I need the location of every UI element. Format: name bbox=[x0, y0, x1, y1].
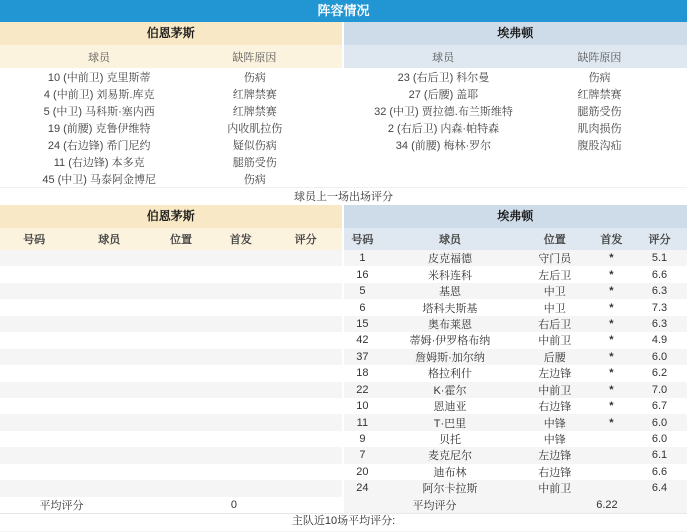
starter-asterisk: * bbox=[609, 252, 614, 265]
absence-reason: 腹股沟疝 bbox=[577, 139, 622, 152]
player-number: 15 bbox=[356, 317, 369, 330]
player-name: 蒂姆·伊罗格布纳 bbox=[409, 335, 491, 348]
absence-reason: 红牌禁赛 bbox=[232, 105, 277, 118]
player-number: 10 bbox=[356, 400, 369, 413]
player-position: 中锋 bbox=[543, 434, 566, 447]
absence-reason: 腿筋受伤 bbox=[232, 156, 277, 169]
player-number: 6 bbox=[359, 301, 366, 314]
starter-asterisk: * bbox=[609, 383, 614, 396]
player-name: 奥布莱恩 bbox=[427, 318, 472, 331]
absence-player: 5 (中卫) 马科斯·塞内西 bbox=[43, 105, 155, 118]
starter-asterisk: * bbox=[609, 400, 614, 413]
absence-player: 10 (中前卫) 克里斯蒂 bbox=[47, 71, 151, 84]
player-position: 中锋 bbox=[543, 417, 566, 430]
absence-player: 27 (后腰) 盖耶 bbox=[408, 88, 479, 101]
player-number: 16 bbox=[356, 268, 369, 281]
player-name: 贝托 bbox=[438, 434, 461, 447]
player-rating: 6.0 bbox=[651, 433, 668, 446]
ratings-right-col-player: 球员 bbox=[438, 234, 461, 246]
player-number: 22 bbox=[356, 383, 369, 396]
ratings-right-col-position: 位置 bbox=[543, 234, 566, 246]
absence-right-rows bbox=[344, 68, 687, 187]
player-rating: 6.0 bbox=[651, 416, 668, 429]
ratings-empty-row bbox=[0, 266, 342, 282]
player-position: 后腰 bbox=[543, 351, 566, 364]
player-name: 皮克福德 bbox=[427, 253, 472, 266]
player-position: 守门员 bbox=[538, 253, 572, 266]
player-rating: 6.2 bbox=[651, 367, 668, 380]
average-row bbox=[0, 497, 687, 513]
player-rating: 6.1 bbox=[651, 449, 668, 462]
starter-asterisk: * bbox=[609, 334, 614, 347]
player-name: 阿尔卡拉斯 bbox=[422, 483, 478, 496]
ratings-right-team-name: 埃弗顿 bbox=[344, 205, 687, 228]
player-name: 恩迪亚 bbox=[433, 401, 467, 414]
starter-asterisk: * bbox=[609, 317, 614, 330]
absence-player: 23 (右后卫) 科尔曼 bbox=[397, 71, 490, 84]
ratings-row bbox=[344, 299, 687, 315]
ratings-row bbox=[344, 365, 687, 381]
player-rating: 6.6 bbox=[651, 465, 668, 478]
absence-row bbox=[0, 68, 342, 85]
absence-reason: 伤病 bbox=[243, 173, 266, 186]
absence-reason: 伤病 bbox=[588, 71, 611, 84]
ratings-left-col-player: 球员 bbox=[98, 234, 121, 246]
player-rating: 7.0 bbox=[651, 383, 668, 396]
ratings-empty-row bbox=[0, 250, 342, 266]
ratings-row bbox=[344, 382, 687, 398]
ratings-empty-row bbox=[0, 349, 342, 365]
ratings-section-title: 球员上一场出场评分 bbox=[0, 187, 687, 205]
ratings-body bbox=[0, 250, 687, 497]
absence-reason: 疑似伤病 bbox=[232, 139, 277, 152]
player-number: 1 bbox=[359, 252, 366, 265]
player-name: 格拉利什 bbox=[427, 368, 472, 381]
ratings-empty-row bbox=[0, 464, 342, 480]
left-average-value: 0 bbox=[230, 499, 237, 511]
ratings-empty-row bbox=[0, 480, 342, 496]
player-position: 中卫 bbox=[543, 286, 566, 299]
ratings-left-rows bbox=[0, 250, 344, 497]
absence-player: 19 (前腰) 克鲁伊维特 bbox=[47, 122, 151, 135]
player-position: 中卫 bbox=[543, 302, 566, 315]
player-position: 右边锋 bbox=[538, 401, 572, 414]
absence-player: 2 (右后卫) 内森·帕特森 bbox=[387, 122, 500, 135]
ratings-right-col-number: 号码 bbox=[351, 234, 374, 246]
starter-asterisk: * bbox=[609, 367, 614, 380]
player-rating: 7.3 bbox=[651, 301, 668, 314]
left-average-label: 平均评分 bbox=[39, 500, 84, 512]
ratings-empty-row bbox=[0, 299, 342, 315]
player-position: 左边锋 bbox=[538, 450, 572, 463]
player-rating: 5.1 bbox=[651, 252, 668, 265]
ratings-row bbox=[344, 447, 687, 463]
ratings-column-header-row bbox=[0, 228, 687, 250]
absence-left-team-name: 伯恩茅斯 bbox=[0, 22, 344, 45]
starter-asterisk: * bbox=[609, 285, 614, 298]
absence-row bbox=[344, 68, 687, 85]
player-name: 塔科夫斯基 bbox=[422, 302, 478, 315]
absence-row bbox=[0, 170, 342, 187]
player-rating: 4.9 bbox=[651, 334, 668, 347]
ratings-empty-row bbox=[0, 414, 342, 430]
player-position: 右边锋 bbox=[538, 466, 572, 479]
player-rating: 6.4 bbox=[651, 482, 668, 495]
player-name: 迪布林 bbox=[433, 466, 467, 479]
player-rating: 6.0 bbox=[651, 350, 668, 363]
absence-reason: 伤病 bbox=[243, 71, 266, 84]
absence-reason: 内收肌拉伤 bbox=[227, 122, 283, 135]
ratings-empty-row bbox=[0, 431, 342, 447]
section-title-bar bbox=[0, 0, 687, 22]
player-name: 基恩 bbox=[438, 286, 461, 299]
ratings-row bbox=[344, 398, 687, 414]
ratings-left-col-starter: 首发 bbox=[229, 234, 252, 246]
ratings-row bbox=[344, 316, 687, 332]
player-name: K·霍尔 bbox=[433, 384, 467, 397]
absence-reason: 红牌禁赛 bbox=[577, 88, 622, 101]
ratings-row bbox=[344, 250, 687, 266]
absence-right-team-name: 埃弗顿 bbox=[344, 22, 687, 45]
ratings-empty-row bbox=[0, 382, 342, 398]
absence-left-col-reason: 缺阵原因 bbox=[232, 51, 277, 64]
ratings-right-col-starter: 首发 bbox=[600, 234, 623, 246]
player-rating: 6.7 bbox=[651, 400, 668, 413]
player-rating: 6.3 bbox=[651, 317, 668, 330]
player-name: 詹姆斯·加尔纳 bbox=[415, 351, 485, 364]
player-position: 右后卫 bbox=[538, 318, 572, 331]
ratings-empty-row bbox=[0, 283, 342, 299]
ratings-empty-row bbox=[0, 316, 342, 332]
ratings-empty-row bbox=[0, 332, 342, 348]
ratings-left-col-number: 号码 bbox=[23, 234, 46, 246]
ratings-row bbox=[344, 480, 687, 496]
starter-asterisk: * bbox=[609, 301, 614, 314]
player-rating: 6.6 bbox=[651, 268, 668, 281]
ratings-row bbox=[344, 332, 687, 348]
player-position: 左后卫 bbox=[538, 269, 572, 282]
player-number: 42 bbox=[356, 334, 369, 347]
absence-reason: 肌肉损伤 bbox=[577, 122, 622, 135]
starter-asterisk: * bbox=[609, 350, 614, 363]
player-position: 中前卫 bbox=[538, 384, 572, 397]
page-title: 阵容情况 bbox=[317, 3, 370, 18]
player-position: 中前卫 bbox=[538, 483, 572, 496]
absence-row bbox=[344, 119, 687, 136]
absence-player: 24 (右边锋) 希门尼约 bbox=[47, 139, 151, 152]
absence-player: 32 (中卫) 贾拉德.布兰斯维特 bbox=[374, 105, 513, 118]
starter-asterisk: * bbox=[609, 416, 614, 429]
right-average-label: 平均评分 bbox=[412, 500, 457, 512]
player-number: 7 bbox=[359, 449, 366, 462]
ratings-left-col-rating: 评分 bbox=[294, 234, 317, 246]
ratings-right-rows bbox=[344, 250, 687, 497]
absence-left-col-player: 球员 bbox=[88, 51, 111, 64]
absence-player: 11 (右边锋) 本多克 bbox=[53, 156, 145, 169]
player-number: 24 bbox=[356, 482, 369, 495]
absence-team-header-row bbox=[0, 22, 687, 45]
absence-row bbox=[0, 136, 342, 153]
player-name: 米科连科 bbox=[427, 269, 472, 282]
absence-reason: 红牌禁赛 bbox=[232, 88, 277, 101]
absence-player: 34 (前腰) 梅林·罗尔 bbox=[395, 139, 492, 152]
ratings-row bbox=[344, 431, 687, 447]
player-number: 9 bbox=[359, 433, 366, 446]
ratings-empty-row bbox=[0, 447, 342, 463]
player-rating: 6.3 bbox=[651, 285, 668, 298]
player-name: 麦克尼尔 bbox=[427, 450, 472, 463]
ratings-left-col-position: 位置 bbox=[169, 234, 192, 246]
ratings-row bbox=[344, 283, 687, 299]
player-number: 5 bbox=[359, 285, 366, 298]
absence-row bbox=[0, 119, 342, 136]
ratings-empty-row bbox=[0, 365, 342, 381]
player-number: 37 bbox=[356, 350, 369, 363]
player-position: 中前卫 bbox=[538, 335, 572, 348]
absence-row bbox=[344, 102, 687, 119]
absence-row bbox=[344, 85, 687, 102]
player-name: T·巴里 bbox=[433, 417, 467, 430]
ratings-right-col-rating: 评分 bbox=[648, 234, 671, 246]
starter-asterisk: * bbox=[609, 268, 614, 281]
ratings-empty-row bbox=[0, 398, 342, 414]
absence-right-col-reason: 缺阵原因 bbox=[577, 51, 622, 64]
player-number: 18 bbox=[356, 367, 369, 380]
ratings-row bbox=[344, 266, 687, 282]
absence-column-header-row bbox=[0, 45, 687, 68]
ratings-team-header-row bbox=[0, 205, 687, 228]
ratings-left-team-name: 伯恩茅斯 bbox=[0, 205, 344, 228]
ratings-row bbox=[344, 464, 687, 480]
player-number: 20 bbox=[356, 465, 369, 478]
absence-row bbox=[0, 85, 342, 102]
right-average-value: 6.22 bbox=[596, 499, 618, 511]
absence-body bbox=[0, 68, 687, 187]
ratings-row bbox=[344, 349, 687, 365]
absence-left-rows bbox=[0, 68, 344, 187]
ratings-row bbox=[344, 414, 687, 430]
absence-row bbox=[0, 102, 342, 119]
home-team-avg-footer: 主队近10场平均评分: bbox=[0, 513, 687, 526]
player-position: 左边锋 bbox=[538, 368, 572, 381]
absence-row bbox=[0, 153, 342, 170]
absence-row bbox=[344, 136, 687, 153]
player-number: 11 bbox=[356, 416, 369, 429]
absence-reason: 腿筋受伤 bbox=[577, 105, 622, 118]
absence-right-col-player: 球员 bbox=[432, 51, 455, 64]
absence-player: 45 (中卫) 马泰阿金博尼 bbox=[42, 173, 157, 186]
absence-player: 4 (中前卫) 刘易斯.库克 bbox=[43, 88, 155, 101]
